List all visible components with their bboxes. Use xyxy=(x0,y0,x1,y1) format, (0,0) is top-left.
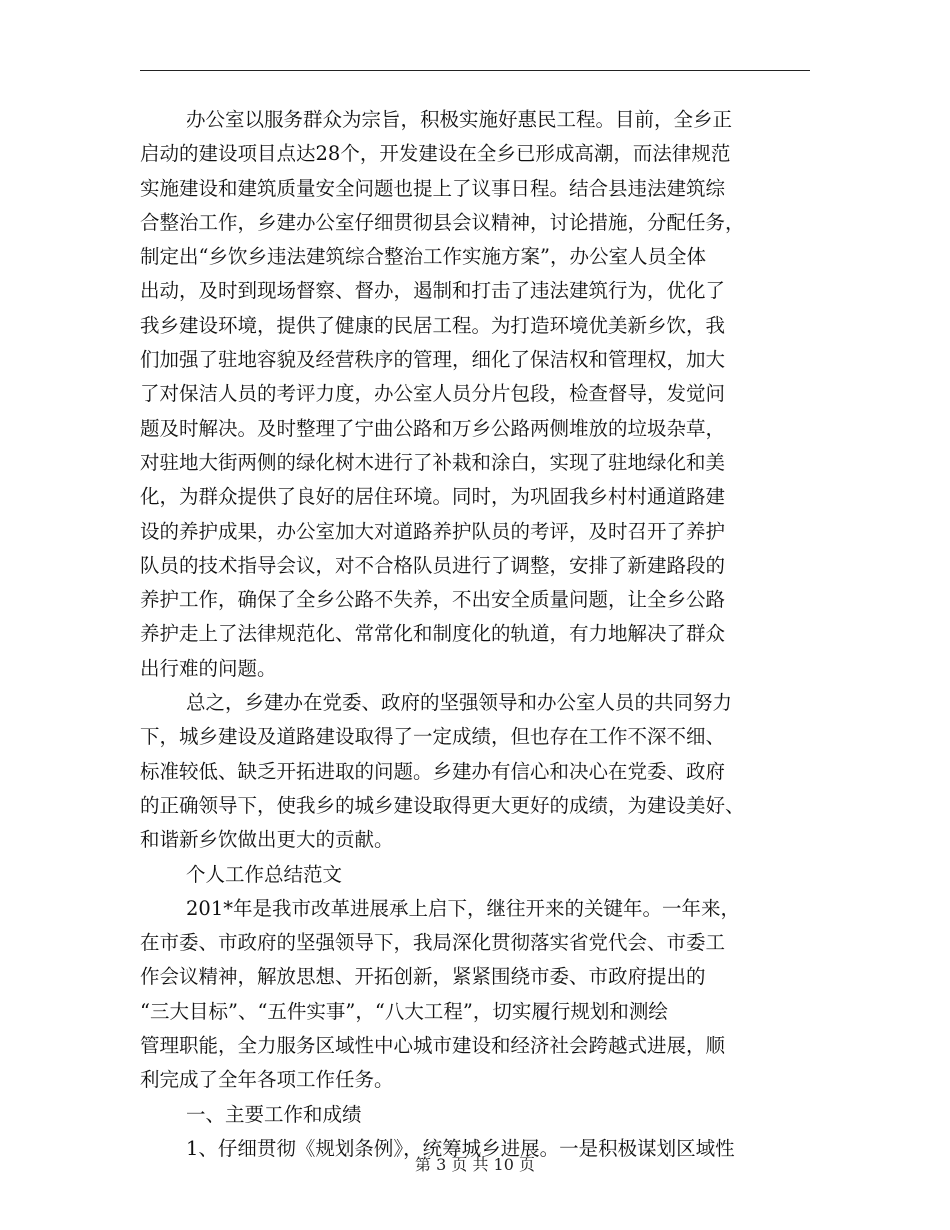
text-line: 养护工作，确保了全乡公路不失养，不出安全质量问题，让全乡公路 xyxy=(140,588,726,612)
section-heading: 一、主要工作和成绩 xyxy=(186,1102,362,1126)
text-line: 利完成了全年各项工作任务。 xyxy=(140,1068,394,1092)
text-line: 办公室以服务群众为宗旨，积极实施好惠民工程。目前，全乡正 xyxy=(186,108,733,131)
text-line: 出行难的问题。 xyxy=(140,656,277,680)
text-line: 对驻地大街两侧的绿化树木进行了补栽和涂白，实现了驻地绿化和美 xyxy=(140,450,726,474)
text-line: 设的养护成果，办公室加大对道路养护队员的考评，及时召开了养护 xyxy=(140,519,726,543)
text-line: 制定出“乡饮乡违法建筑综合整治工作实施方案”，办公室人员全体 xyxy=(140,245,706,269)
text-line: 我乡建设环境，提供了健康的民居工程。为打造环境优美新乡饮，我 xyxy=(140,313,726,337)
text-line: 的正确领导下，使我乡的城乡建设取得更大更好的成绩，为建设美好、 xyxy=(140,793,745,817)
header-rule xyxy=(140,70,810,71)
text-line: 标准较低、缺乏开拓进取的问题。乡建办有信心和决心在党委、政府 xyxy=(140,759,726,783)
text-line: 1、仔细贯彻《规划条例》，统筹城乡进展。一是积极谋划区域性 xyxy=(186,1136,735,1160)
text-line: 们加强了驻地容貌及经营秩序的管理，细化了保洁权和管理权，加大 xyxy=(140,348,726,372)
text-line: 在市委、市政府的坚强领导下，我局深化贯彻落实省党代会、市委工 xyxy=(140,931,726,955)
text-line: 启动的建设项目点达28个，开发建设在全乡已形成高潮，而法律规范 xyxy=(140,142,731,166)
text-line: 和谐新乡饮做出更大的贡献。 xyxy=(140,828,394,852)
text-line: 总之，乡建办在党委、政府的坚强领导和办公室人员的共同努力 xyxy=(186,691,733,715)
text-line: 201*年是我市改革进展承上启下，继往开来的关键年。一年来， xyxy=(186,896,740,920)
text-line: 化，为群众提供了良好的居住环境。同时，为巩固我乡村村通道路建 xyxy=(140,485,726,509)
page-number-footer: 第 3 页 共 10 页 xyxy=(415,1155,535,1174)
text-line: “三大目标”、“五件实事”，“八大工程”，切实履行规划和测绘 xyxy=(140,999,668,1023)
text-line: 合整治工作，乡建办公室仔细贯彻县会议精神，讨论措施，分配任务， xyxy=(140,210,745,234)
text-line: 题及时解决。及时整理了宁曲公路和万乡公路两侧堆放的垃圾杂草， xyxy=(140,416,726,440)
text-line: 作会议精神，解放思想、开拓创新，紧紧围绕市委、市政府提出的 xyxy=(140,965,706,989)
text-line: 管理职能，全力服务区域性中心城市建设和经济社会跨越式进展，顺 xyxy=(140,1034,726,1058)
text-line: 队员的技术指导会议，对不合格队员进行了调整，安排了新建路段的 xyxy=(140,553,726,577)
text-line: 实施建设和建筑质量安全问题也提上了议事日程。结合县违法建筑综 xyxy=(140,176,726,200)
text-line: 出动，及时到现场督察、督办，遏制和打击了违法建筑行为，优化了 xyxy=(140,279,726,303)
text-line: 养护走上了法律规范化、常常化和制度化的轨道，有力地解决了群众 xyxy=(140,622,726,646)
text-line: 了对保洁人员的考评力度，办公室人员分片包段，检查督导，发觉问 xyxy=(140,382,726,406)
text-line: 下，城乡建设及道路建设取得了一定成绩，但也存在工作不深不细、 xyxy=(140,725,726,749)
section-heading: 个人工作总结范文 xyxy=(186,862,343,886)
body-text xyxy=(140,103,810,1166)
